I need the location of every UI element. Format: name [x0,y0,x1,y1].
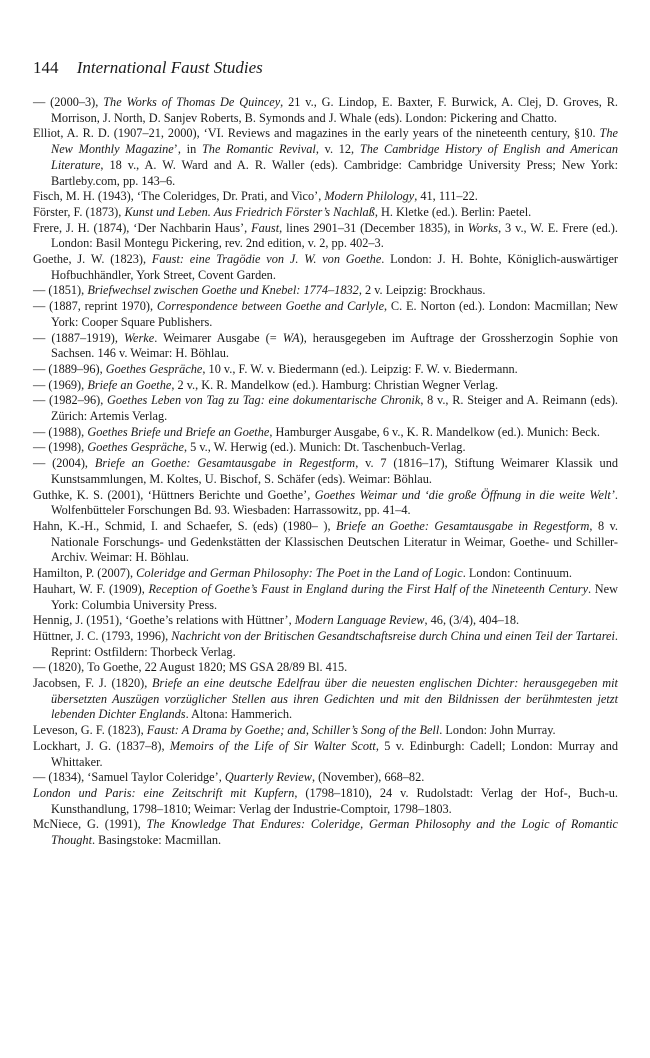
reference-text: , 21 v., G. Lindop, E. Baxter, F. Burwick, A. Clej, D. Groves, R. Morrison, J. North, D. Sanjev Roberts, B. Symonds and J. Whale (eds). London: Pickering and Chatto. [51,95,618,125]
reference-text: . London: John Murray. [439,723,556,738]
reference-entry [33,95,618,126]
reference-text: , v. 12, [315,142,360,157]
reference-entry [33,221,618,252]
reference-entry [33,582,618,613]
reference-text: , 18 v., A. W. Ward and A. R. Waller (eds). Cambridge: Cambridge University Press; New York: Bartleby.com, pp. 143–6. [51,157,618,188]
reference-text: , lines 2901–31 (December 1835), in [279,220,468,235]
reference-text: — (1887–1919), [33,330,124,345]
reference-entry [33,378,618,394]
reference-text: — (1851), [33,283,88,298]
reference-text: Jacobsen, F. J. (1820), [33,676,153,691]
reference-title: Coleridge and German Philosophy: The Poet in the Land of Logic [136,566,463,581]
reference-text: — (1820), To Goethe, 22 August 1820; MS GSA 28/89 Bl. 415. [33,660,348,675]
reference-entry [33,566,618,582]
reference-title: Briefe an Goethe: Gesamtausgabe in Regestform [94,456,356,471]
reference-title: WA [282,330,300,345]
reference-text: , 10 v., F. W. v. Biedermann (ed.). Leipzig: F. W. v. Biedermann. [202,361,518,376]
reference-title: London und Paris: eine Zeitschrift mit Kupfern [33,785,295,800]
reference-text: Hamilton, P. (2007), [33,566,137,581]
reference-text: , v. 7 (1816–17), Stiftung Weimarer Klassik und Kunstsammlungen, M. Koltes, U. Bischof, S. Schäfer (eds). Weimar: Böhlau. [51,456,618,486]
reference-text: ), herausgegeben im Auftrage der Grossherzogin Sophie von Sachsen. 146 v. Weimar: H. Böhlau. [51,330,618,361]
reference-title: Werke [123,330,155,345]
reference-title: Quarterly Review [224,770,312,785]
page-header [33,58,623,78]
reference-title: Goethes Briefe und Briefe an Goethe [87,424,270,439]
reference-title: Kunst und Leben. Aus Friedrich Förster’s Nachlaß [124,204,375,219]
reference-title: Goethes Gespräche [105,361,203,376]
reference-title: Memoirs of the Life of Sir Walter Scott [169,738,376,753]
reference-title: Briefe an Goethe: Gesamtausgabe in Regestform [336,518,590,533]
reference-text: Goethe, J. W. (1823), [33,252,152,267]
reference-text: , 8 v., R. Steiger and A. Reimann (eds). Zürich: Artemis Verlag. [51,393,618,424]
reference-entry [33,488,618,519]
reference-entry [33,189,618,205]
reference-text: — (2004), [33,456,95,471]
reference-text: Guthke, K. S. (2001), ‘Hüttners Berichte und Goethe’, [33,487,315,502]
reference-text: Lockhart, J. G. (1837–8), [33,738,170,753]
reference-text: , 2 v., K. R. Mandelkow (ed.). Hamburg: Christian Wegner Verlag. [171,377,499,392]
reference-text: Fisch, M. H. (1943), ‘The Coleridges, Dr. Prati, and Vico’, [33,189,325,204]
reference-entry [33,425,618,441]
reference-title: Briefe an eine deutsche Edelfrau über die neuesten englischen Dichter: herausgegeben mit übersetzten Auszügen vorzüglicher Stellen aus ihren Gedichten und mit den Bildnissen der berühmtesten jetzt lebenden Dichter Englands [51,676,618,722]
reference-text: Förster, F. (1873), [33,204,125,219]
reference-text: , 5 v. Edinburgh: Cadell; London: Murray and Whittaker. [51,738,618,769]
reference-text: — (1969), [33,377,88,392]
reference-text: , 8 v. Nationale Forschungs- und Gedenkstätten der Klassischen Deutschen Literatur in Weimar, Goethe- und Schiller-Archiv. Weimar: H. Böhlau. [51,518,618,565]
reference-text: — (1834), ‘Samuel Taylor Coleridge’, [33,770,225,785]
reference-text: Hennig, J. (1951), ‘Goethe’s relations with Hüttner’, [33,613,295,628]
reference-text: Hüttner, J. C. (1793, 1996), [33,628,172,643]
reference-title: Goethes Leben von Tag zu Tag: eine dokumentarische Chronik [107,393,421,408]
running-title: International Faust Studies [76,58,263,77]
reference-entry [33,393,618,424]
reference-entry [33,331,618,362]
reference-text: — (2000–3), [33,95,104,109]
reference-entry [33,786,618,817]
reference-text: . New York: Columbia University Press. [51,581,618,612]
reference-entry [33,770,618,786]
reference-text: . Basingstoke: Macmillan. [92,833,222,848]
reference-text: ’, in [173,142,202,157]
reference-text: , (November), 668–82. [311,770,425,785]
reference-text: , 41, 111–22. [414,189,478,204]
reference-text: . Reprint: Ostfildern: Thorbeck Verlag. [51,628,618,659]
reference-entry [33,126,618,189]
reference-text: Hauhart, W. F. (1909), [33,581,149,596]
reference-entry [33,613,618,629]
reference-text: — (1887, reprint 1970), [33,299,157,314]
reference-title: Correspondence between Goethe and Carlyle [156,299,385,314]
reference-title: Goethes Gespräche [87,440,184,455]
reference-text: . London: Continuum. [462,566,572,581]
reference-text: Hahn, K.-H., Schmid, I. and Schaefer, S. (eds) (1980– ), [33,518,337,533]
reference-text: , (1798–1810), 24 v. Rudolstadt: Verlag der Hof-, Buch-u. Kunsthandlung, 1798–1810; Weimar: Verlag der Industrie-Comptoir, 1798–1803. [51,785,618,816]
reference-title: Modern Language Review [294,613,425,628]
reference-entry [33,739,618,770]
reference-text: , 3 v., W. E. Frere (ed.). London: Basil Montegu Pickering, rev. 2nd edition, v. 2, pp. 402–3. [51,220,618,251]
reference-text: , Hamburger Ausgabe, 6 v., K. R. Mandelkow (ed.). Munich: Beck. [269,424,600,439]
reference-text: , H. Kletke (ed.). Berlin: Paetel. [374,204,532,219]
reference-entry [33,817,618,848]
reference-entry [33,299,618,330]
reference-title: Works [467,220,499,235]
reference-entry [33,676,618,723]
reference-title: The Cambridge History of English and American Literature [51,142,618,172]
reference-text: Leveson, G. F. (1823), [33,723,147,738]
reference-text: , 46, (3/4), 404–18. [424,613,520,628]
reference-text: Elliot, A. R. D. (1907–21, 2000), ‘VI. Reviews and magazines in the early years of the nineteenth century, §10. [33,126,600,141]
reference-text: — (1988), [33,424,88,439]
reference-title: Nachricht von der Britischen Gesandtschaftsreise durch China und einen Teil der Tartarei [171,628,615,643]
reference-entry [33,362,618,378]
reference-title: The Romantic Revival [201,142,316,157]
reference-text: . Weimarer Ausgabe (= [154,330,283,345]
reference-text: — (1889–96), [33,361,106,376]
reference-text: . London: J. H. Bohte, Königlich-auswärtiger Hofbuchhändler, York Street, Covent Garden. [51,252,618,282]
reference-entry [33,440,618,456]
reference-entry [33,519,618,566]
reference-title: Briefe an Goethe [87,377,172,392]
reference-text: Frere, J. H. (1874), ‘Der Nachbarin Haus’, [33,220,252,235]
reference-list [33,95,618,849]
reference-text: — (1982–96), [33,393,108,408]
reference-title: The Knowledge That Endures: Coleridge, German Philosophy and the Logic of Romantic Thought [51,817,618,848]
reference-title: The New Monthly Magazine [51,126,618,157]
reference-title: Faust [251,220,280,235]
reference-title: Briefwechsel zwischen Goethe und Knebel: 1774–1832 [87,283,359,298]
page-number: 144 [33,58,59,77]
reference-entry [33,283,618,299]
reference-entry [33,660,618,676]
reference-entry [33,723,618,739]
reference-text: , 5 v., W. Herwig (ed.). Munich: Dt. Taschenbuch-Verlag. [183,440,466,455]
reference-entry [33,456,618,487]
reference-entry [33,205,618,221]
reference-entry [33,252,618,283]
reference-title: Modern Philology [324,189,415,204]
reference-title: The Works of Thomas De Quincey [103,95,281,109]
reference-text: McNiece, G. (1991), [33,817,147,832]
reference-title: Reception of Goethe’s Faust in England during the First Half of the Nineteenth Century [148,581,589,596]
reference-text: — (1998), [33,440,88,455]
reference-title: Faust: A Drama by Goethe; and, Schiller’s Song of the Bell [146,723,440,738]
reference-entry [33,629,618,660]
reference-text: . Altona: Hammerich. [185,707,293,722]
reference-text: . Wolfenbütteler Forschungen Bd. 93. Wiesbaden: Harrassowitz, pp. 41–4. [51,487,618,518]
reference-text: , C. E. Norton (ed.). London: Macmillan; New York: Cooper Square Publishers. [51,299,618,329]
reference-text: , 2 v. Leipzig: Brockhaus. [358,283,486,298]
reference-title: Faust: eine Tragödie von J. W. von Goethe [151,252,382,267]
reference-title: Goethes Weimar und ‘die große Öffnung in die weite Welt’ [314,487,615,502]
